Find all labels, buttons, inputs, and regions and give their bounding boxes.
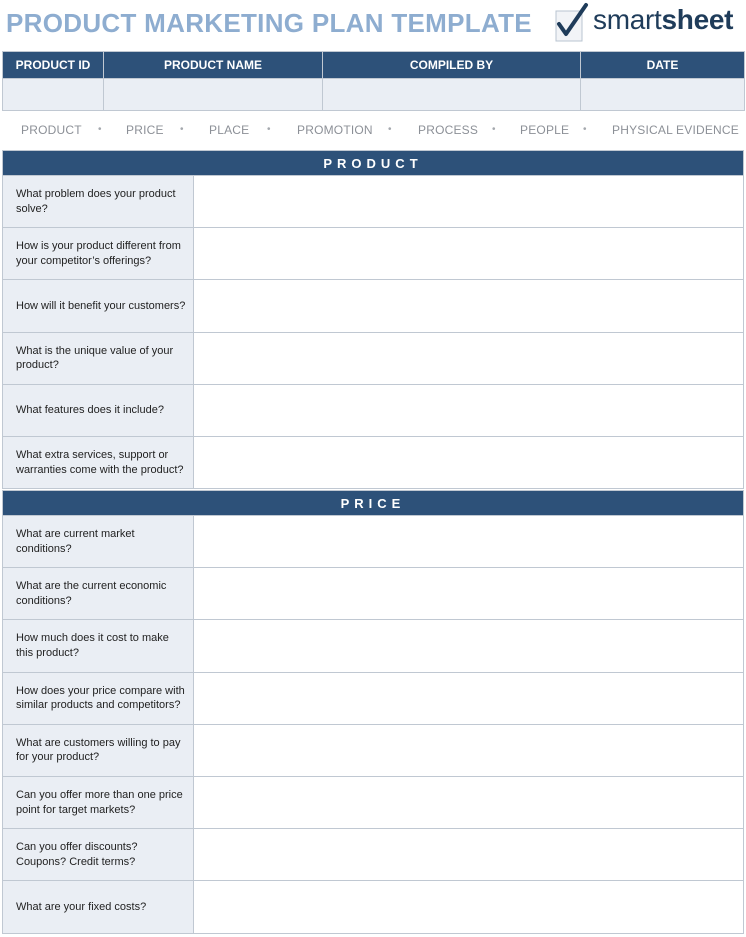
section-header-product: PRODUCT xyxy=(2,150,744,176)
col-date: DATE xyxy=(581,52,745,79)
nav-item-process: PROCESS xyxy=(418,123,479,137)
date-field[interactable] xyxy=(581,79,745,111)
nav-item-physical-evidence: PHYSICAL EVIDENCE xyxy=(612,123,739,137)
product-section xyxy=(2,150,744,489)
question-label: How is your product different from your competitor’s offerings? xyxy=(2,228,194,279)
question-row xyxy=(2,829,744,881)
question-label: What are your fixed costs? xyxy=(2,881,194,932)
price-section xyxy=(2,490,744,934)
answer-field[interactable] xyxy=(194,829,744,880)
answer-field[interactable] xyxy=(194,385,744,436)
question-row xyxy=(2,176,744,228)
answer-field[interactable] xyxy=(194,725,744,776)
question-label: Can you offer more than one price point for target markets? xyxy=(2,777,194,828)
question-row xyxy=(2,516,744,568)
question-row xyxy=(2,228,744,280)
info-table xyxy=(2,51,745,111)
question-label: What are current market conditions? xyxy=(2,516,194,567)
nav-item-price: PRICE xyxy=(126,123,164,137)
question-label: What extra services, support or warranties come with the product? xyxy=(2,437,194,488)
nav-item-product: PRODUCT xyxy=(21,123,82,137)
question-label: How will it benefit your customers? xyxy=(2,280,194,331)
question-row xyxy=(2,280,744,332)
answer-field[interactable] xyxy=(194,516,744,567)
col-product-name: PRODUCT NAME xyxy=(104,52,323,79)
nav-item-people: PEOPLE xyxy=(520,123,570,137)
question-row xyxy=(2,437,744,489)
nav-separator: • xyxy=(267,124,271,135)
question-label: How much does it cost to make this product? xyxy=(2,620,194,671)
question-label: What problem does your product solve? xyxy=(2,176,194,227)
nav-item-place: PLACE xyxy=(209,123,250,137)
answer-field[interactable] xyxy=(194,881,744,932)
compiled-by-field[interactable] xyxy=(323,79,581,111)
page-title: PRODUCT MARKETING PLAN TEMPLATE xyxy=(6,8,532,38)
question-row xyxy=(2,568,744,620)
nav-separator: • xyxy=(492,124,496,135)
question-row xyxy=(2,673,744,725)
question-row xyxy=(2,881,744,933)
answer-field[interactable] xyxy=(194,228,744,279)
product-id-field[interactable] xyxy=(3,79,104,111)
question-label: How does your price compare with similar products and competitors? xyxy=(2,673,194,724)
checkmark-icon xyxy=(553,2,593,44)
answer-field[interactable] xyxy=(194,568,744,619)
question-row xyxy=(2,385,744,437)
marketing-mix-nav xyxy=(2,120,744,140)
question-label: What are customers willing to pay for your product? xyxy=(2,725,194,776)
nav-item-promotion: PROMOTION xyxy=(297,123,373,137)
nav-separator: • xyxy=(98,124,102,135)
section-header-price: PRICE xyxy=(2,490,744,516)
answer-field[interactable] xyxy=(194,620,744,671)
question-label: Can you offer discounts? Coupons? Credit terms? xyxy=(2,829,194,880)
answer-field[interactable] xyxy=(194,333,744,384)
question-row xyxy=(2,725,744,777)
question-row xyxy=(2,333,744,385)
answer-field[interactable] xyxy=(194,437,744,488)
question-label: What is the unique value of your product? xyxy=(2,333,194,384)
question-row xyxy=(2,620,744,672)
nav-separator: • xyxy=(583,124,587,135)
answer-field[interactable] xyxy=(194,176,744,227)
product-name-field[interactable] xyxy=(104,79,323,111)
nav-separator: • xyxy=(388,124,392,135)
answer-field[interactable] xyxy=(194,280,744,331)
question-row xyxy=(2,777,744,829)
logo-wordmark: smartsheet xyxy=(593,4,734,35)
answer-field[interactable] xyxy=(194,673,744,724)
question-label: What features does it include? xyxy=(2,385,194,436)
col-compiled-by: COMPILED BY xyxy=(323,52,581,79)
col-product-id: PRODUCT ID xyxy=(3,52,104,79)
answer-field[interactable] xyxy=(194,777,744,828)
question-label: What are the current economic conditions? xyxy=(2,568,194,619)
nav-separator: • xyxy=(180,124,184,135)
smartsheet-logo xyxy=(553,2,745,44)
